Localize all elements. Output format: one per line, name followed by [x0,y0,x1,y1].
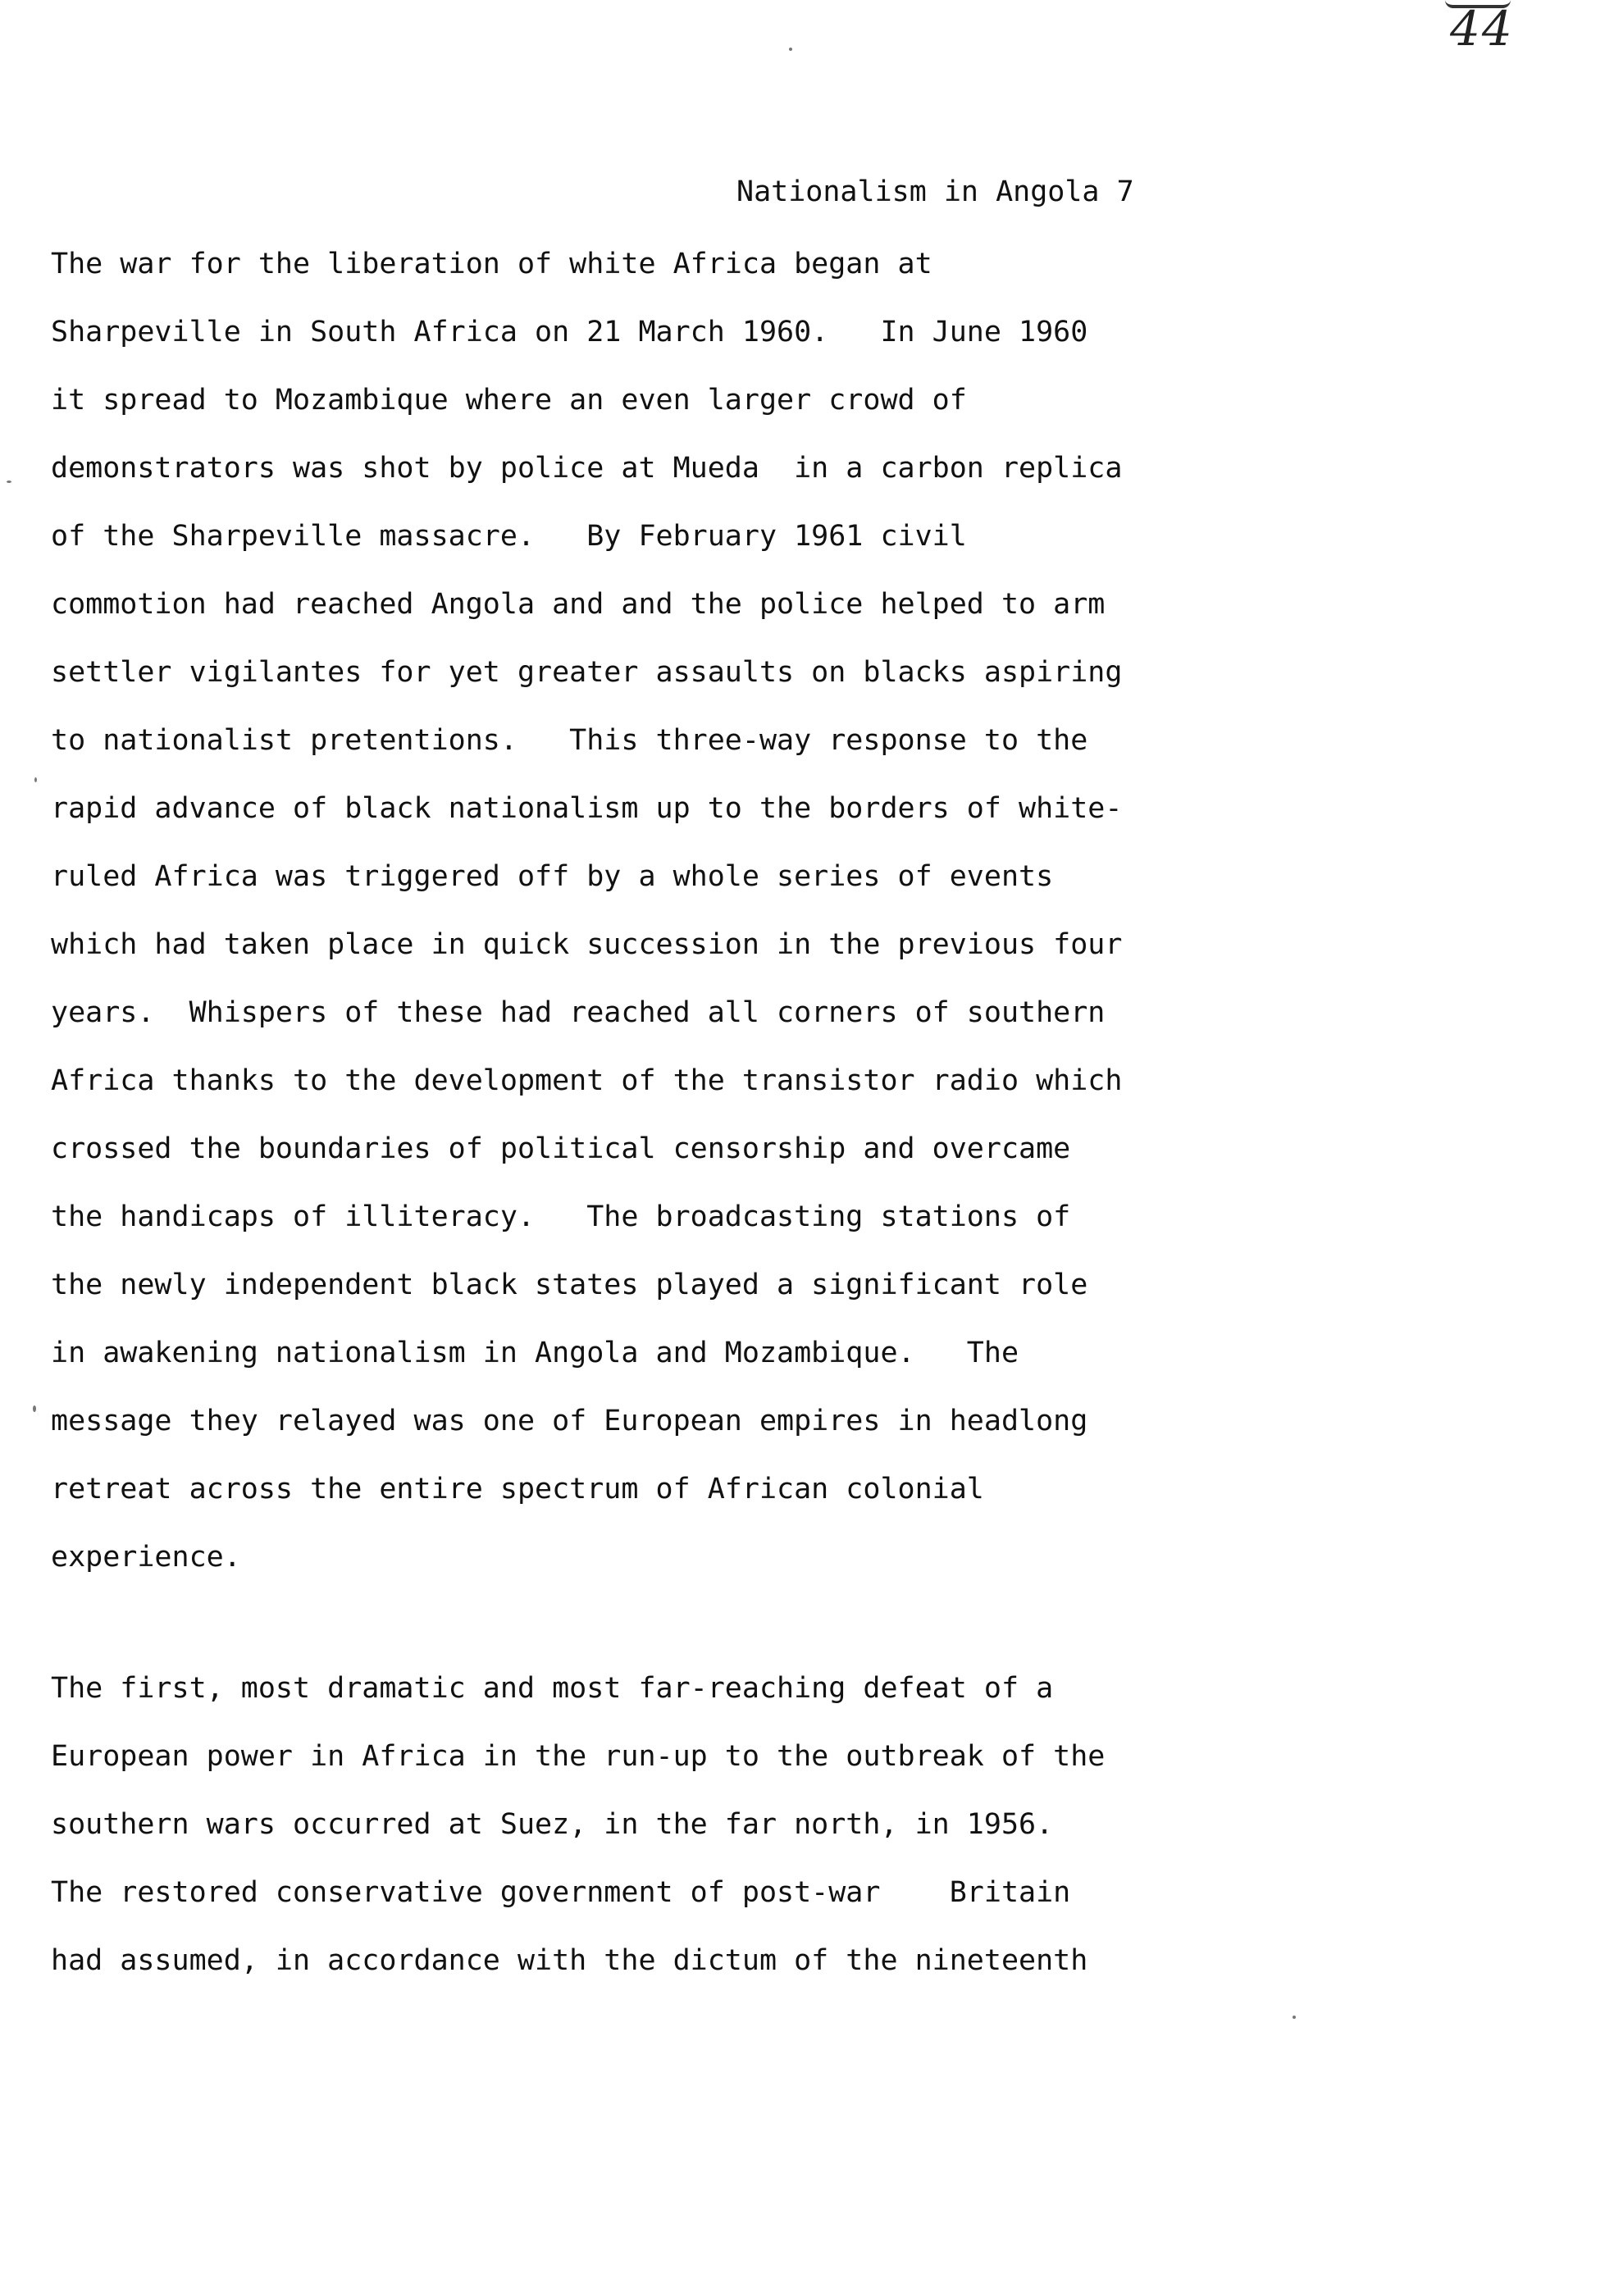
text-line: The restored conservative government of post-war Britain [51,1876,1071,1909]
text-line: ruled Africa was triggered off by a whole series of events [51,860,1054,893]
paragraph-2 [51,1655,1330,1995]
text-line: The war for the liberation of white Africa began at [51,248,932,280]
scan-speck [33,1405,36,1412]
text-line: it spread to Mozambique where an even larger crowd of [51,384,967,417]
text-line: experience. [51,1541,241,1574]
text-line: which had taken place in quick succession in the previous four [51,928,1123,961]
text-line: settler vigilantes for yet greater assaults on blacks aspiring [51,656,1123,689]
running-head: Nationalism in Angola 7 [736,175,1134,208]
paragraph-1 [51,230,1330,1592]
text-line: had assumed, in accordance with the dictum of the nineteenth [51,1944,1088,1977]
text-line: crossed the boundaries of political censorship and overcame [51,1132,1071,1165]
scan-speck [1293,2016,1296,2019]
scan-speck [7,481,11,483]
text-line: in awakening nationalism in Angola and Mozambique. The [51,1337,1019,1369]
text-line: the newly independent black states played a significant role [51,1269,1088,1301]
text-line: years. Whispers of these had reached all corners of southern [51,996,1106,1029]
text-line: southern wars occurred at Suez, in the far north, in 1956. [51,1808,1054,1841]
text-line: retreat across the entire spectrum of African colonial [51,1473,984,1506]
text-line: Sharpeville in South Africa on 21 March 1960. In June 1960 [51,316,1088,348]
scan-speck [789,48,792,51]
text-line: Africa thanks to the development of the transistor radio which [51,1064,1123,1097]
text-line: message they relayed was one of European empires in headlong [51,1405,1088,1437]
text-line: commotion had reached Angola and and the police helped to arm [51,588,1106,621]
scan-speck [34,777,37,782]
text-line: of the Sharpeville massacre. By February 1961 civil [51,520,967,553]
handwritten-page-number: 44 [1450,1,1514,57]
text-line: rapid advance of black nationalism up to the borders of white- [51,792,1123,825]
text-line: to nationalist pretentions. This three-way response to the [51,724,1088,757]
text-line: The first, most dramatic and most far-reaching defeat of a [51,1672,1054,1705]
text-line: European power in Africa in the run-up to the outbreak of the [51,1740,1106,1773]
text-line: the handicaps of illiteracy. The broadcasting stations of [51,1200,1071,1233]
text-line: demonstrators was shot by police at Mueda in a carbon replica [51,452,1123,485]
